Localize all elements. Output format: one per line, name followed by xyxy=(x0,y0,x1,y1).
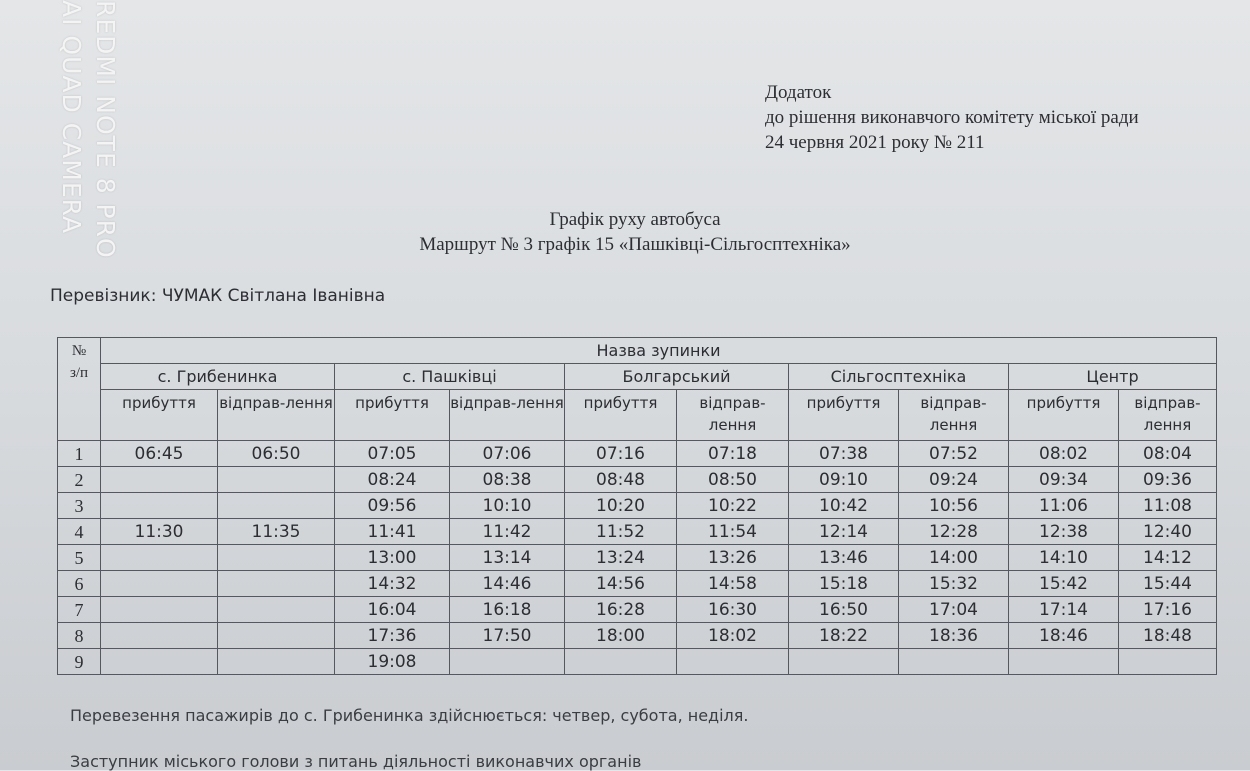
arrival-time xyxy=(101,493,218,519)
departure-time: 15:32 xyxy=(899,571,1009,597)
arrival-header: прибуття xyxy=(789,390,899,441)
departure-time: 17:04 xyxy=(899,597,1009,623)
arrival-time: 08:48 xyxy=(565,467,677,493)
departure-time: 09:36 xyxy=(1119,467,1217,493)
table-row xyxy=(58,545,1217,571)
row-number: 6 xyxy=(58,571,101,597)
arrival-time: 17:36 xyxy=(335,623,450,649)
deputy-signature-line: Заступник міського голови з питань діяльності виконавчих органів xyxy=(70,752,642,771)
departure-time xyxy=(218,623,335,649)
stop-name: Болгарський xyxy=(565,364,789,390)
watermark-model: REDMI NOTE 8 PRO xyxy=(91,0,120,259)
arrival-time: 18:22 xyxy=(789,623,899,649)
arrival-time: 19:08 xyxy=(335,649,450,675)
departure-time xyxy=(677,649,789,675)
appendix-decision: до рішення виконавчого комітету міської ради xyxy=(765,107,1139,128)
departure-time: 10:22 xyxy=(677,493,789,519)
stop-name: Сільгосптехніка xyxy=(789,364,1009,390)
arrival-time: 10:20 xyxy=(565,493,677,519)
departure-time: 16:18 xyxy=(450,597,565,623)
arrival-time: 16:04 xyxy=(335,597,450,623)
arrival-time: 15:42 xyxy=(1009,571,1119,597)
arrival-time: 10:42 xyxy=(789,493,899,519)
departure-time xyxy=(899,649,1009,675)
arrival-header: прибуття xyxy=(565,390,677,441)
departure-time: 18:02 xyxy=(677,623,789,649)
departure-time xyxy=(1119,649,1217,675)
departure-time: 11:42 xyxy=(450,519,565,545)
departure-time: 08:38 xyxy=(450,467,565,493)
departure-header: відправ-лення xyxy=(899,390,1009,441)
arrival-time: 17:14 xyxy=(1009,597,1119,623)
arrival-time: 15:18 xyxy=(789,571,899,597)
row-number: 1 xyxy=(58,441,101,467)
departure-time: 12:28 xyxy=(899,519,1009,545)
arrival-time: 08:24 xyxy=(335,467,450,493)
departure-time: 07:52 xyxy=(899,441,1009,467)
row-number: 9 xyxy=(58,649,101,675)
departure-time: 17:16 xyxy=(1119,597,1217,623)
arrival-time xyxy=(101,623,218,649)
arrival-header: прибуття xyxy=(1009,390,1119,441)
arrival-time: 07:38 xyxy=(789,441,899,467)
row-number-header xyxy=(58,338,101,441)
arrival-time: 11:06 xyxy=(1009,493,1119,519)
arrival-time: 08:02 xyxy=(1009,441,1119,467)
departure-time: 11:35 xyxy=(218,519,335,545)
watermark-camera: AI QUAD CAMERA xyxy=(57,0,86,235)
arrival-time: 11:30 xyxy=(101,519,218,545)
arrival-time xyxy=(101,545,218,571)
service-days-note: Перевезення пасажирів до с. Грибенинка здійснюється: четвер, субота, неділя. xyxy=(70,706,749,725)
departure-time xyxy=(218,597,335,623)
arrival-time: 09:10 xyxy=(789,467,899,493)
arrival-time xyxy=(789,649,899,675)
arrival-header: прибуття xyxy=(335,390,450,441)
departure-time xyxy=(218,649,335,675)
departure-time xyxy=(218,467,335,493)
departure-time: 16:30 xyxy=(677,597,789,623)
table-row xyxy=(58,571,1217,597)
departure-time: 07:18 xyxy=(677,441,789,467)
departure-header: відправ-лення xyxy=(1119,390,1217,441)
arrival-time: 11:52 xyxy=(565,519,677,545)
stops-header: Назва зупинки xyxy=(101,338,1217,364)
table-row xyxy=(58,493,1217,519)
schedule-title xyxy=(0,207,1250,257)
departure-time: 17:50 xyxy=(450,623,565,649)
departure-time: 15:44 xyxy=(1119,571,1217,597)
table-row xyxy=(58,623,1217,649)
arrival-time: 14:32 xyxy=(335,571,450,597)
stop-name: с. Грибенинка xyxy=(101,364,335,390)
table-row xyxy=(58,597,1217,623)
row-number: 2 xyxy=(58,467,101,493)
departure-time: 12:40 xyxy=(1119,519,1217,545)
arrival-time: 18:46 xyxy=(1009,623,1119,649)
departure-time xyxy=(218,571,335,597)
departure-time xyxy=(218,493,335,519)
table-row xyxy=(58,649,1217,675)
departure-time: 13:26 xyxy=(677,545,789,571)
arrival-time: 07:16 xyxy=(565,441,677,467)
arrival-time: 16:28 xyxy=(565,597,677,623)
departure-time: 14:12 xyxy=(1119,545,1217,571)
arrival-time: 07:05 xyxy=(335,441,450,467)
number-abbrev: з/п xyxy=(69,365,89,381)
arrival-time: 12:38 xyxy=(1009,519,1119,545)
arrival-time xyxy=(101,649,218,675)
stop-name: Центр xyxy=(1009,364,1217,390)
departure-time: 08:04 xyxy=(1119,441,1217,467)
arrival-time xyxy=(1009,649,1119,675)
departure-time: 18:36 xyxy=(899,623,1009,649)
departure-time: 10:56 xyxy=(899,493,1009,519)
row-number: 7 xyxy=(58,597,101,623)
departure-time: 09:24 xyxy=(899,467,1009,493)
number-sign: № xyxy=(71,343,87,359)
departure-header: відправ-лення xyxy=(677,390,789,441)
appendix-title: Додаток xyxy=(765,82,832,103)
row-number: 5 xyxy=(58,545,101,571)
arrival-time: 12:14 xyxy=(789,519,899,545)
arrival-time xyxy=(101,597,218,623)
table-row xyxy=(58,467,1217,493)
departure-time xyxy=(218,545,335,571)
arrival-time: 14:56 xyxy=(565,571,677,597)
row-number: 3 xyxy=(58,493,101,519)
departure-time: 06:50 xyxy=(218,441,335,467)
departure-time: 11:54 xyxy=(677,519,789,545)
schedule-route: Маршрут № 3 графік 15 «Пашківці-Сільгосптехніка» xyxy=(419,234,851,255)
departure-header: відправ-лення xyxy=(218,390,335,441)
carrier-line: Перевізник: ЧУМАК Світлана Іванівна xyxy=(50,286,386,306)
table-row xyxy=(58,441,1217,467)
stop-name: с. Пашківці xyxy=(335,364,565,390)
departure-time: 14:00 xyxy=(899,545,1009,571)
departure-header: відправ-лення xyxy=(450,390,565,441)
arrival-time: 11:41 xyxy=(335,519,450,545)
arrival-time: 13:00 xyxy=(335,545,450,571)
row-number: 4 xyxy=(58,519,101,545)
arrival-time: 18:00 xyxy=(565,623,677,649)
departure-time: 13:14 xyxy=(450,545,565,571)
arrival-time: 09:34 xyxy=(1009,467,1119,493)
arrival-header: прибуття xyxy=(101,390,218,441)
arrival-time xyxy=(101,571,218,597)
arrival-time: 14:10 xyxy=(1009,545,1119,571)
departure-time: 08:50 xyxy=(677,467,789,493)
row-number: 8 xyxy=(58,623,101,649)
bus-schedule-table xyxy=(57,337,1217,675)
arrival-time xyxy=(565,649,677,675)
departure-time: 18:48 xyxy=(1119,623,1217,649)
arrival-time: 13:46 xyxy=(789,545,899,571)
table-row xyxy=(58,519,1217,545)
departure-time: 07:06 xyxy=(450,441,565,467)
departure-time: 10:10 xyxy=(450,493,565,519)
departure-time: 14:46 xyxy=(450,571,565,597)
departure-time: 14:58 xyxy=(677,571,789,597)
arrival-time: 16:50 xyxy=(789,597,899,623)
appendix-block xyxy=(765,80,1139,155)
arrival-time: 09:56 xyxy=(335,493,450,519)
arrival-time xyxy=(101,467,218,493)
arrival-time: 06:45 xyxy=(101,441,218,467)
schedule-title-main: Графік руху автобуса xyxy=(549,209,721,230)
arrival-time: 13:24 xyxy=(565,545,677,571)
departure-time: 11:08 xyxy=(1119,493,1217,519)
departure-time xyxy=(450,649,565,675)
appendix-date: 24 червня 2021 року № 211 xyxy=(765,132,985,153)
